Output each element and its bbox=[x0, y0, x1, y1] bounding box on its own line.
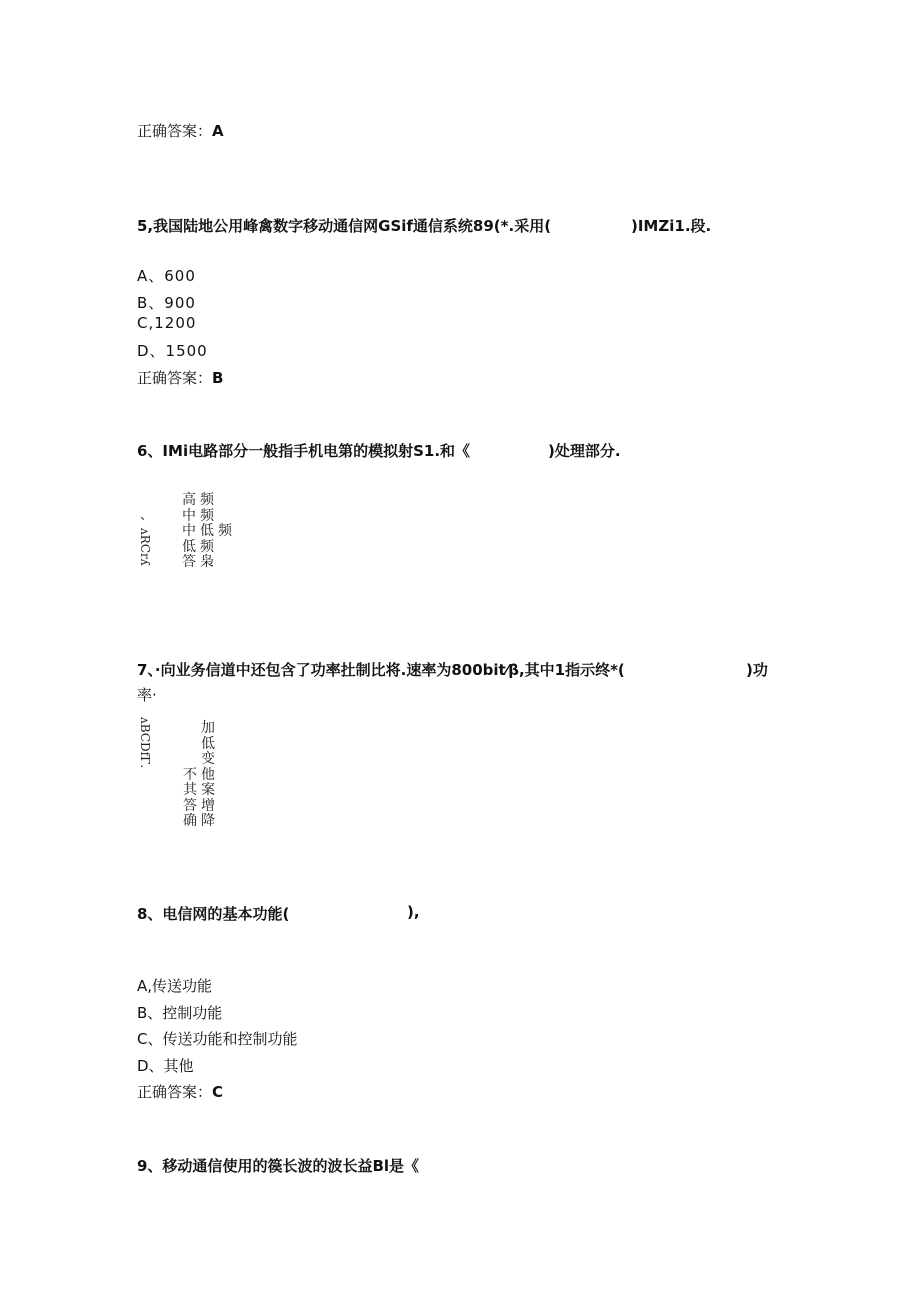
option-char bbox=[183, 752, 197, 768]
option-char: 加 bbox=[201, 720, 215, 736]
option-char: 确 bbox=[183, 813, 197, 829]
option-char bbox=[218, 509, 232, 525]
question-7-options-col1 bbox=[183, 721, 197, 830]
question-5-option-c: C,1200 bbox=[137, 314, 197, 332]
answer-label: 正确答案： bbox=[137, 1083, 213, 1101]
option-char: 低 bbox=[182, 538, 196, 555]
option-char: 频 bbox=[200, 538, 214, 555]
answer-line-q4 bbox=[137, 120, 224, 141]
question-8-stem-tail: ), bbox=[407, 903, 420, 921]
option-char: 频 bbox=[218, 523, 232, 539]
question-8-option-a: A,传送功能 bbox=[137, 977, 213, 995]
option-char: 枭 bbox=[200, 554, 214, 570]
option-char: 中 bbox=[182, 507, 196, 524]
question-5-stem bbox=[137, 215, 551, 236]
option-char: 频 bbox=[200, 492, 214, 508]
option-char bbox=[183, 721, 197, 737]
option-char: 增 bbox=[201, 797, 215, 814]
answer-line-q5 bbox=[137, 367, 223, 388]
answer-value: C bbox=[212, 1083, 224, 1101]
question-8-option-c: C、传送功能和控制功能 bbox=[137, 1030, 298, 1048]
question-5-option-b: B、900 bbox=[137, 294, 196, 312]
option-char bbox=[183, 737, 197, 753]
question-6-side-mark: 、 bbox=[140, 508, 154, 523]
question-7-option-letters: ʌBCDfΓ. bbox=[138, 717, 152, 769]
question-5-option-d: D、1500 bbox=[137, 342, 208, 360]
question-5-option-a: A、600 bbox=[137, 267, 196, 285]
question-9-stem: 9、移动通信使用的篌长波的波长益Bl是《 bbox=[137, 1157, 420, 1175]
option-char: 变 bbox=[201, 751, 215, 767]
option-char: 高 bbox=[182, 492, 196, 508]
option-char: 答 bbox=[183, 797, 197, 814]
answer-line-q8 bbox=[137, 1081, 223, 1102]
question-6-options-col2 bbox=[200, 493, 214, 571]
question-6-option-letters: ʌRCrʎ bbox=[138, 528, 152, 566]
option-char bbox=[218, 493, 232, 509]
answer-label: 正确答案： bbox=[137, 369, 213, 387]
option-char: 降 bbox=[201, 813, 215, 829]
question-6-options-col1 bbox=[182, 493, 196, 571]
option-char: 低 bbox=[200, 523, 214, 539]
option-char: 低 bbox=[201, 735, 215, 752]
question-6-options-col3 bbox=[218, 493, 232, 571]
option-char: 不 bbox=[183, 766, 197, 783]
option-char: 其 bbox=[183, 782, 197, 798]
option-char: 他 bbox=[201, 766, 215, 783]
option-char bbox=[218, 555, 232, 571]
question-8-option-b: B、控制功能 bbox=[137, 1004, 223, 1022]
option-char: 频 bbox=[200, 507, 214, 524]
option-char: 答 bbox=[182, 554, 196, 570]
option-char bbox=[218, 540, 232, 556]
question-8-option-d: D、其他 bbox=[137, 1057, 194, 1075]
question-7-stem: 7、·向业务信道中还包含了功率扗制比将.速率为800bit⁄β,其中1指示终*( bbox=[137, 661, 625, 679]
answer-value: B bbox=[212, 369, 224, 387]
answer-value: A bbox=[212, 122, 224, 140]
question-5-stem-tail: )IMZi1.段. bbox=[631, 217, 712, 235]
option-char: 案 bbox=[201, 782, 215, 798]
question-7-options-col2 bbox=[201, 721, 215, 830]
question-7-stem-line2: 率· bbox=[137, 686, 157, 704]
question-5-text: 5,我国陆地公用峰禽数字移动通信网GSif通信系统89(*.采用( bbox=[137, 217, 552, 235]
question-6-stem: 6、IMi电路部分一般指手机电第的模拟射S1.和《 bbox=[137, 442, 471, 460]
question-6-stem-tail: )处理部分. bbox=[548, 442, 621, 460]
answer-label: 正确答案： bbox=[137, 122, 213, 140]
option-char: 中 bbox=[182, 523, 196, 539]
question-7-stem-tail: )功 bbox=[746, 661, 768, 679]
question-8-stem: 8、电信网的基本功能( bbox=[137, 905, 290, 923]
